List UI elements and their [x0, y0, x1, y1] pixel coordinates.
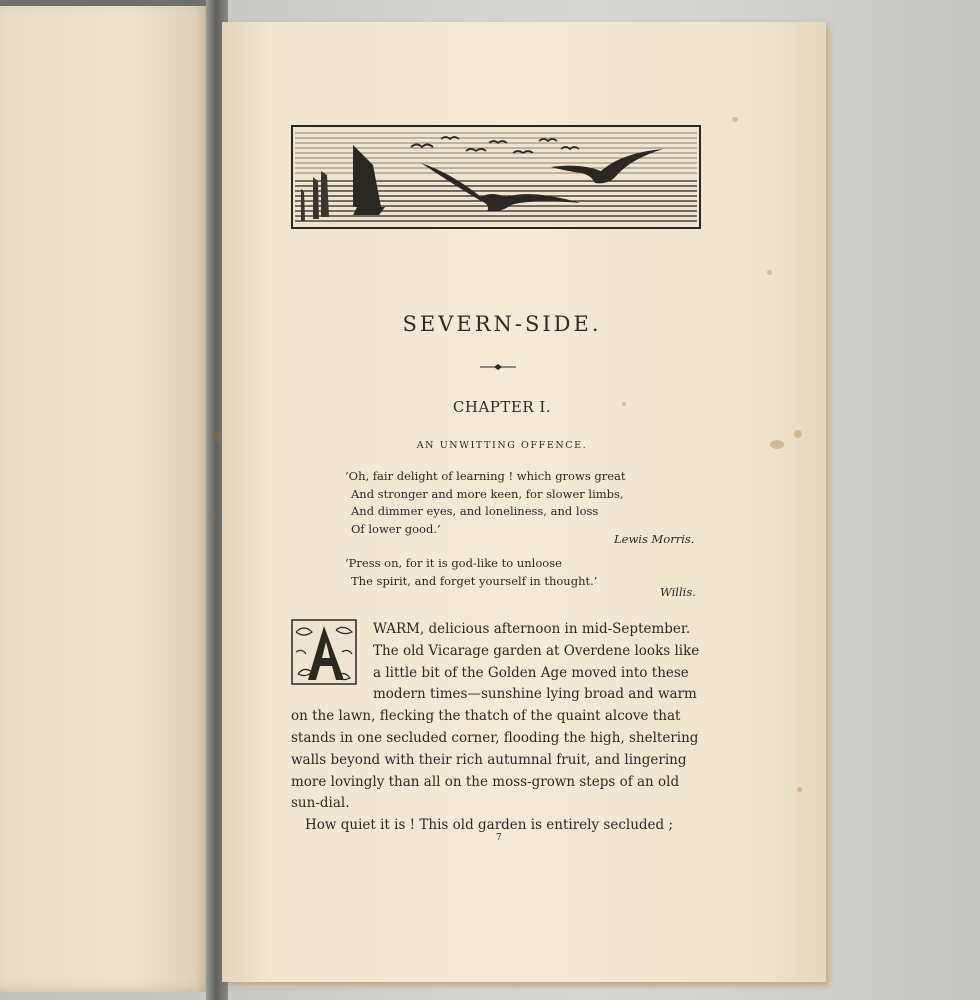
- page-number: 7: [496, 833, 502, 843]
- body-line: How quiet it is ! This old garden is entirely secluded ;: [305, 817, 674, 834]
- body-line: on the lawn, flecking the thatch of the quaint alcove that: [291, 708, 681, 725]
- book-title: SEVERN-SIDE.: [402, 312, 602, 336]
- epigraph-1-attribution: Lewis Morris.: [614, 532, 695, 546]
- body-line: more lovingly than all on the moss-grown steps of an old: [291, 773, 680, 790]
- book-cover-edge: [0, 0, 214, 6]
- left-page: [0, 0, 214, 992]
- epigraph-1: [345, 468, 715, 538]
- chapter-heading: CHAPTER I.: [452, 398, 552, 416]
- epigraph-line: ‘Press on, for it is god-like to unloose: [345, 556, 562, 570]
- epigraph-line: The spirit, and forget yourself in thought.’: [351, 573, 598, 588]
- epigraph-line: Of lower good.’: [351, 521, 441, 536]
- epigraph-line: And dimmer eyes, and loneliness, and loss: [351, 504, 599, 518]
- foxing-spot: [767, 270, 772, 275]
- foxing-spot: [210, 514, 216, 520]
- body-line: stands in one secluded corner, flooding the high, sheltering: [291, 729, 699, 746]
- body-line: The old Vicarage garden at Overdene looks like: [373, 642, 700, 659]
- epigraph-line: And stronger and more keen, for slower limbs,: [351, 486, 624, 501]
- seagull-engraving-illustration: [291, 125, 701, 229]
- body-paragraph: [291, 619, 721, 837]
- title-ornament: [478, 362, 518, 372]
- body-line: sun-dial.: [291, 795, 350, 812]
- epigraph-line: ‘Oh, fair delight of learning ! which grows great: [345, 469, 626, 483]
- epigraph-2-attribution: Willis.: [660, 585, 696, 599]
- chapter-subtitle: AN UNWITTING OFFENCE.: [416, 440, 588, 451]
- foxing-spot: [214, 432, 221, 442]
- foxing-spot: [732, 117, 738, 122]
- body-line: WARM, delicious afternoon in mid-September.: [373, 621, 691, 637]
- body-line: modern times—sunshine lying broad and warm: [373, 686, 697, 703]
- foxing-spot: [794, 430, 802, 438]
- body-line: walls beyond with their rich autumnal fruit, and lingering: [291, 751, 687, 768]
- body-line: a little bit of the Golden Age moved into these: [373, 664, 689, 681]
- foxing-spot: [797, 787, 802, 792]
